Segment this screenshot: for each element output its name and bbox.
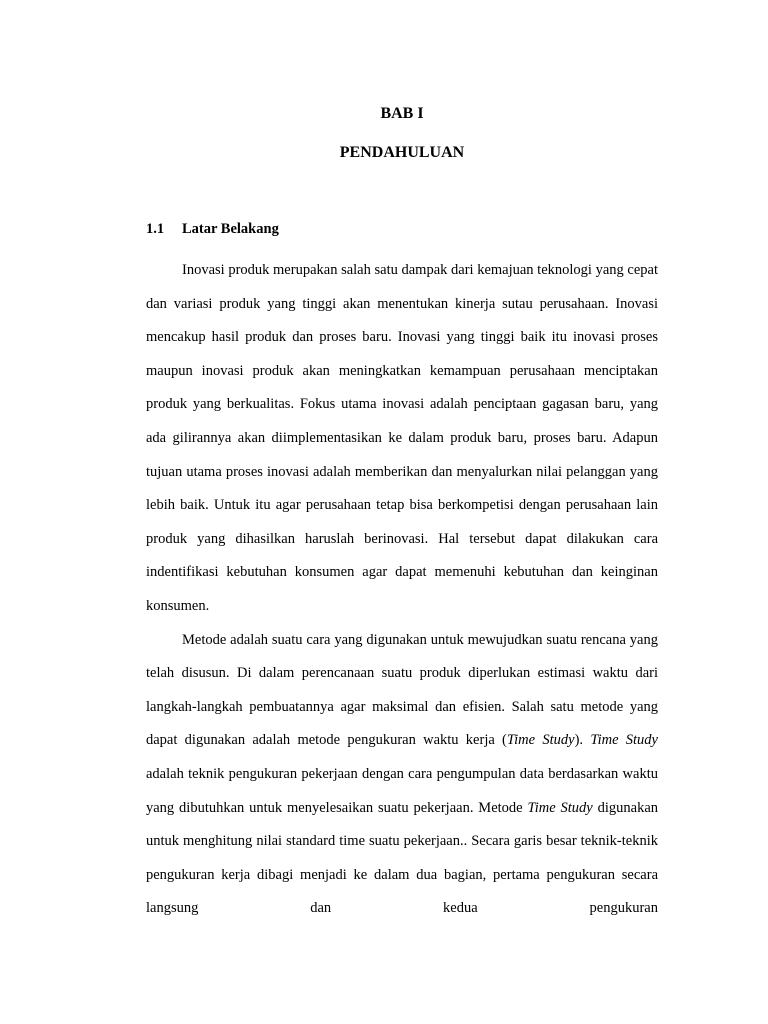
- chapter-label: BAB I: [380, 105, 424, 122]
- paragraph-2-text-1: Metode adalah suatu cara yang digunakan untuk mewujudkan suatu rencana yang telah disusun. Di dalam perencanaan suatu produk diperlukan estimasi waktu dari langkah-langkah pembuatannya agar maksimal dan efisien. Salah satu metode yang dapat digunakan adalah metode pengukuran waktu kerja (: [146, 631, 658, 749]
- section-title: Latar Belakang: [182, 221, 279, 237]
- section-heading: [146, 219, 279, 239]
- italic-term-3: Time Study: [527, 799, 593, 816]
- paragraph-2: [146, 624, 658, 926]
- body-text: [146, 254, 658, 926]
- italic-term-1: Time Study: [506, 732, 575, 749]
- section-number: 1.1: [146, 221, 165, 237]
- paragraph-2-text-4: digunakan untuk menghitung nilai standard time suatu pekerjaan.. Secara garis besar teknik-teknik pengukuran kerja dibagi menjadi ke dalam dua bagian, pertama pengukuran secara langsung dan kedua pengukuran: [146, 799, 659, 917]
- paragraph-2-text-2: ).: [574, 732, 591, 749]
- paragraph-1: Inovasi produk merupakan salah satu dampak dari kemajuan teknologi yang cepat dan variasi produk yang tinggi akan menentukan kinerja sutau perusahaan. Inovasi mencakup hasil produk dan proses baru. Inovasi yang tinggi baik itu inovasi proses maupun inovasi produk akan meningkatkan kemampuan perusahaan menciptakan produk yang berkualitas. Fokus utama inovasi adalah penciptaan gagasan baru, yang ada gilirannya akan diimplementasikan ke dalam produk baru, proses baru. Adapun tujuan utama proses inovasi adalah memberikan dan menyalurkan nilai pelanggan yang lebih baik. Untuk itu agar perusahaan tetap bisa berkompetisi dengan perusahaan lain produk yang dihasilkan haruslah berinovasi. Hal tersebut dapat dilakukan cara indentifikasi kebutuhan konsumen agar dapat memenuhi kebutuhan dan keinginan konsumen.: [146, 262, 658, 614]
- paragraph-2-text-3: adalah teknik pengukuran pekerjaan dengan cara pengumpulan data berdasarkan waktu yang dibutuhkan untuk menyelesaikan suatu pekerjaan. Metode: [146, 765, 658, 816]
- chapter-title: PENDAHULUAN: [339, 144, 465, 161]
- italic-term-2: Time Study: [590, 732, 658, 749]
